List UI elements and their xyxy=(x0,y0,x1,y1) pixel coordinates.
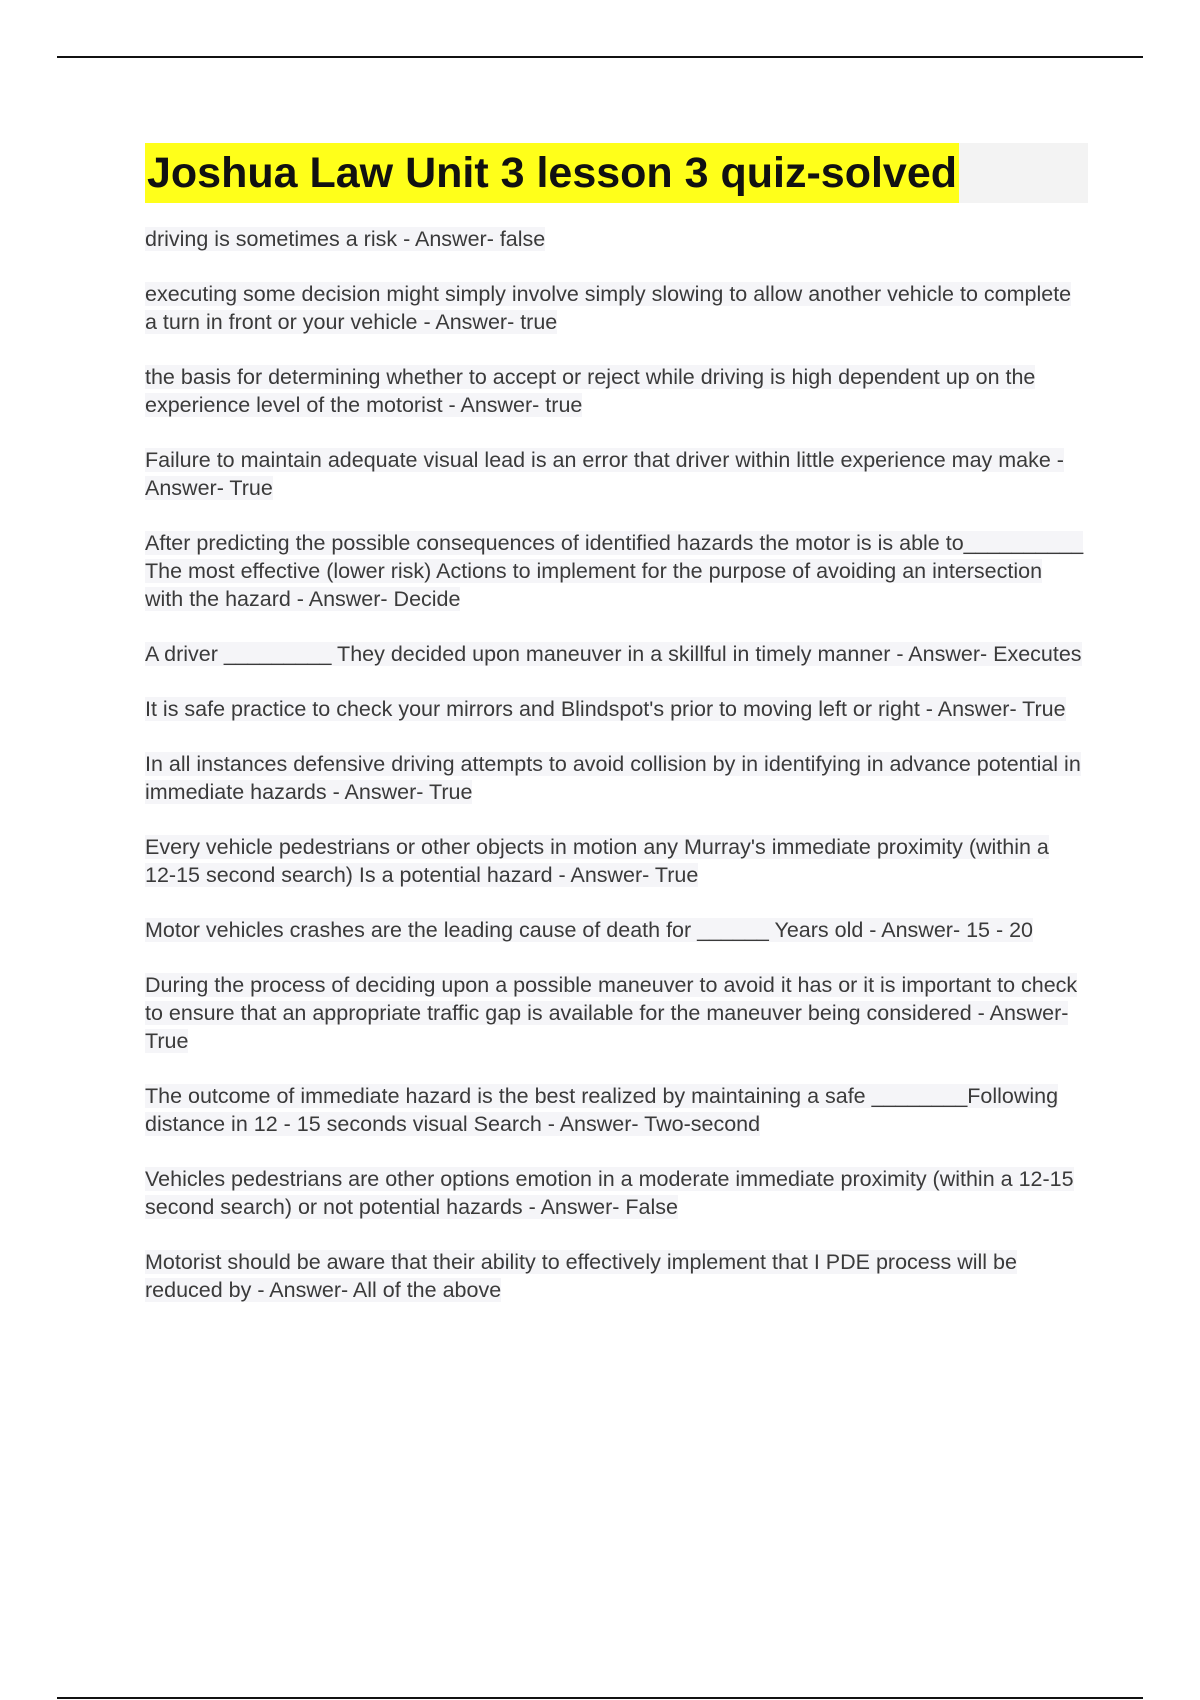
qa-text: driving is sometimes a risk - Answer- false xyxy=(145,227,546,251)
qa-text: The outcome of immediate hazard is the best realized by maintaining a safe ________Following distance in 12 - 15 seconds visual Search - Answer- Two-second xyxy=(145,1084,1059,1136)
qa-text: After predicting the possible consequences of identified hazards the motor is is able to__________ The most effective (lower risk) Actions to implement for the purpose of avoiding an intersection with the hazard - Answer- Decide xyxy=(145,531,1084,611)
qa-item xyxy=(145,971,1085,1055)
qa-text: executing some decision might simply involve simply slowing to allow another vehicle to complete a turn in front or your vehicle - Answer- true xyxy=(145,282,1072,334)
qa-item xyxy=(145,1248,1085,1304)
qa-item xyxy=(145,833,1085,889)
top-rule xyxy=(57,56,1143,58)
qa-text: During the process of deciding upon a possible maneuver to avoid it has or it is important to check to ensure that an appropriate traffic gap is available for the maneuver being considered - Answer- True xyxy=(145,973,1078,1053)
qa-text: In all instances defensive driving attempts to avoid collision by in identifying in advance potential in immediate hazards - Answer- True xyxy=(145,752,1081,804)
qa-text: A driver _________ They decided upon maneuver in a skillful in timely manner - Answer- Executes xyxy=(145,642,1082,666)
qa-item xyxy=(145,750,1085,806)
qa-item xyxy=(145,225,1085,253)
qa-item xyxy=(145,1165,1085,1221)
qa-list xyxy=(145,225,1085,1304)
qa-item xyxy=(145,1082,1085,1138)
document-title: Joshua Law Unit 3 lesson 3 quiz-solved xyxy=(145,143,959,203)
qa-item xyxy=(145,280,1085,336)
qa-item xyxy=(145,916,1085,944)
qa-text: Motor vehicles crashes are the leading cause of death for ______ Years old - Answer- 15 - 20 xyxy=(145,918,1034,942)
qa-item xyxy=(145,640,1085,668)
qa-item xyxy=(145,446,1085,502)
document-body xyxy=(145,143,1085,1331)
qa-text: Motorist should be aware that their ability to effectively implement that I PDE process will be reduced by - Answer- All of the above xyxy=(145,1250,1017,1302)
qa-text: Vehicles pedestrians are other options emotion in a moderate immediate proximity (within a 12-15 second search) or not potential hazards - Answer- False xyxy=(145,1167,1074,1219)
qa-item xyxy=(145,529,1085,613)
qa-text: the basis for determining whether to accept or reject while driving is high dependent up on the experience level of the motorist - Answer- true xyxy=(145,365,1036,417)
qa-text: It is safe practice to check your mirrors and Blindspot's prior to moving left or right - Answer- True xyxy=(145,697,1066,721)
bottom-rule xyxy=(57,1697,1143,1699)
qa-item xyxy=(145,695,1085,723)
title-bar xyxy=(145,143,1088,203)
qa-text: Failure to maintain adequate visual lead is an error that driver within little experience may make - Answer- True xyxy=(145,448,1064,500)
qa-text: Every vehicle pedestrians or other objects in motion any Murray's immediate proximity (within a 12-15 second search) Is a potential hazard - Answer- True xyxy=(145,835,1049,887)
qa-item xyxy=(145,363,1085,419)
